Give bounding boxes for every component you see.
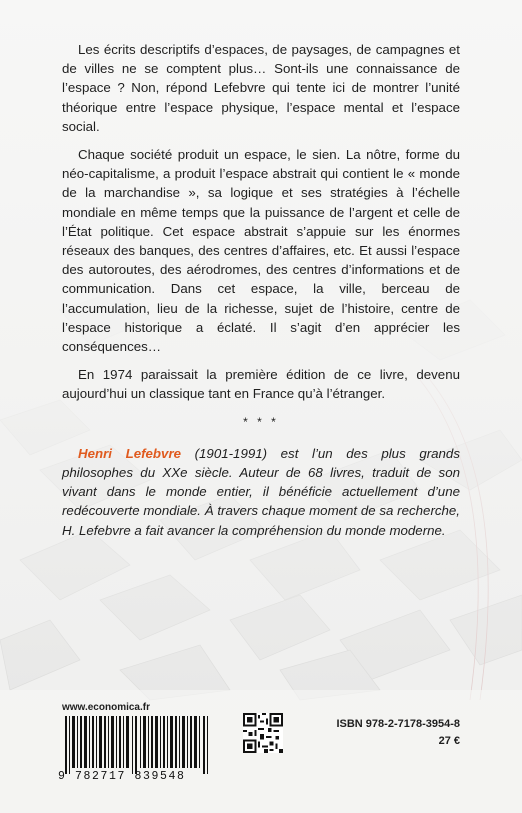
paragraph: En 1974 paraissait la première édition de ce livre, devenu aujourd’hui un classique tant en France qu’à l’étranger. (62, 367, 460, 402)
author-bio (62, 444, 460, 540)
publisher-website[interactable]: www.economica.fr (62, 702, 150, 713)
author-bio-text: (1901-1991) est l’un des plus grands philosophes du XXe siècle. Auteur de 68 livres, traduit de son vivant dans le monde entier, il bénéficie actuellement d’une redécouverte mondiale. À travers chaque moment de sa recherche, H. Lefebvre a fait avancer la compréhension du monde moderne. (62, 445, 460, 538)
qr-code-icon[interactable] (243, 713, 283, 753)
back-cover-text (62, 40, 460, 549)
price-label: 27 € (438, 735, 460, 747)
paragraph: Les écrits descriptifs d’espaces, de paysages, de campagnes et de villes ne se comptent plus… Sont-ils une connaissance de l’espace ? Non, répond Lefebvre qui tente ici de montrer l’unité théorique entre l’espace physique, l’espace mental et l’espace social. (62, 42, 460, 134)
barcode-icon (62, 716, 212, 774)
author-name: Henri Lefebvre (78, 445, 182, 461)
section-separator: * * * (243, 414, 279, 429)
ean-number: 9 782717 839548 (58, 770, 186, 783)
paragraph: Chaque société produit un espace, le sien. La nôtre, forme du néo-capitalisme, a produit l’espace abstrait qui contient le « monde de la marchandise », sa logique et ses stratégies à l’échelle mondiale en même temps que la puissance de l’argent et celle de l’État politique. Cet espace abstrait s’appuie sur les énormes réseaux des banques, des centres d’affaires, etc. Et aussi l’espace des autoroutes, des aérodromes, des centres d’informations et de communication. Dans cet espace, la ville, berceau de l’accumulation, lieu de la richesse, sujet de l’histoire, centre de l’espace historique a éclaté. Il s’agit d’en apprécier les conséquences… (62, 147, 460, 355)
isbn-number: ISBN 978-2-7178-3954-8 (336, 718, 460, 730)
